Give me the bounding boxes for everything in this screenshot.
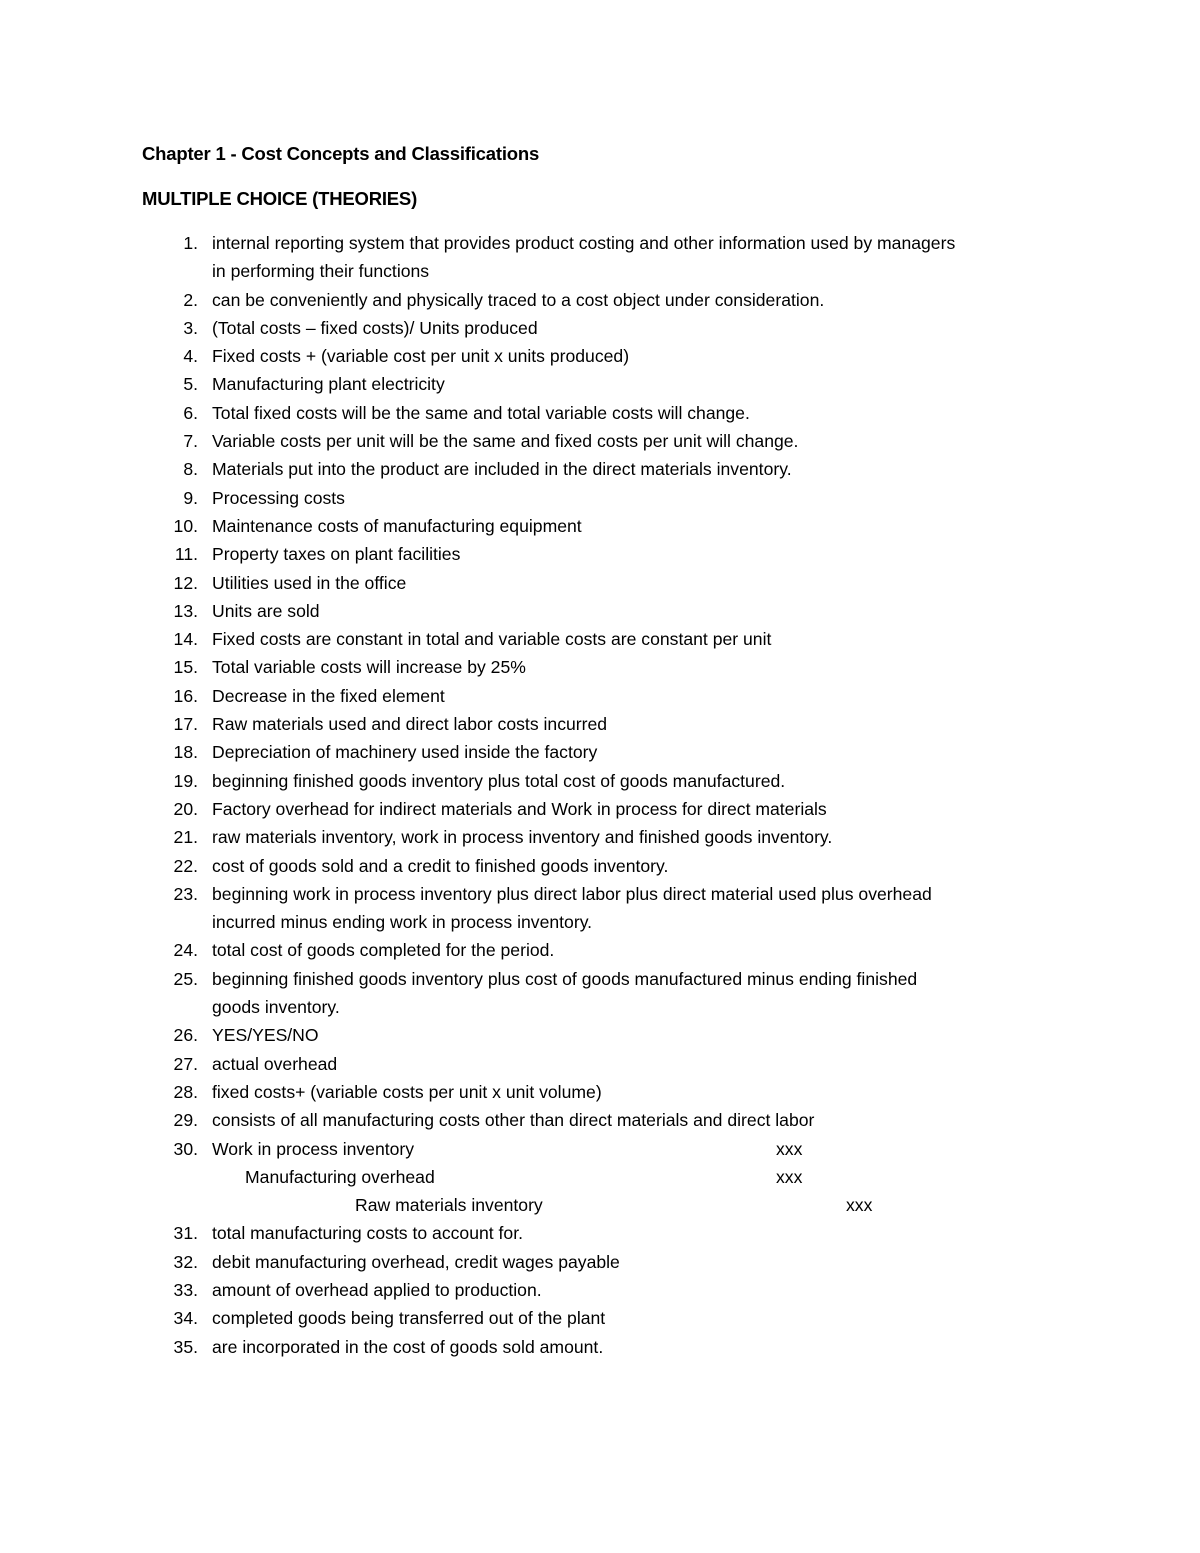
list-item xyxy=(0,625,1200,653)
list-item xyxy=(0,229,1200,286)
list-item xyxy=(0,823,1200,851)
list-item xyxy=(0,314,1200,342)
item-text: raw materials inventory, work in process inventory and finished goods inventory. xyxy=(212,827,833,848)
item-text: Processing costs xyxy=(212,487,345,508)
item-number: 21. xyxy=(173,827,198,848)
list-item xyxy=(0,880,1200,937)
item-text: completed goods being transferred out of the plant xyxy=(212,1308,606,1329)
item-number: 6. xyxy=(183,402,198,423)
item-number: 8. xyxy=(183,459,198,480)
item-number: 20. xyxy=(173,798,198,819)
item-number: 10. xyxy=(173,515,198,536)
item-text: Maintenance costs of manufacturing equipment xyxy=(212,515,582,536)
item-text: Property taxes on plant facilities xyxy=(212,544,461,565)
item-text: Decrease in the fixed element xyxy=(212,685,445,706)
item-text: internal reporting system that provides product costing and other information used by managers xyxy=(212,233,956,253)
item-number: 9. xyxy=(183,487,198,508)
list-item xyxy=(0,965,1200,1022)
item-text: cost of goods sold and a credit to finished goods inventory. xyxy=(212,855,669,876)
item-text: can be conveniently and physically traced to a cost object under consideration. xyxy=(212,289,825,310)
item-text: Raw materials used and direct labor costs incurred xyxy=(212,714,608,735)
item-number: 15. xyxy=(173,657,198,678)
item-number: 13. xyxy=(173,600,198,621)
item-number: 14. xyxy=(173,629,198,650)
item-text: debit manufacturing overhead, credit wages payable xyxy=(212,1251,620,1272)
list-item xyxy=(0,936,1200,964)
list-item xyxy=(0,427,1200,455)
list-item xyxy=(0,738,1200,766)
item-text: Total fixed costs will be the same and total variable costs will change. xyxy=(212,402,750,423)
item-text: Total variable costs will increase by 25% xyxy=(212,657,526,678)
list-item xyxy=(0,597,1200,625)
list-item xyxy=(0,569,1200,597)
item-number: 33. xyxy=(173,1279,198,1300)
item-number: 25. xyxy=(173,968,198,989)
item-number: 16. xyxy=(173,685,198,706)
item-text: Fixed costs + (variable cost per unit x units produced) xyxy=(212,346,630,367)
list-item xyxy=(0,286,1200,314)
item-number: 12. xyxy=(173,572,198,593)
list-item xyxy=(0,540,1200,568)
item-number: 30. xyxy=(173,1138,198,1159)
item-number: 19. xyxy=(173,770,198,791)
item-text: actual overhead xyxy=(212,1053,338,1074)
item-text: amount of overhead applied to production. xyxy=(212,1279,542,1300)
item-number: 2. xyxy=(183,289,198,310)
item-text: Units are sold xyxy=(212,600,320,621)
item-number: 23. xyxy=(173,883,198,904)
list-item xyxy=(0,710,1200,738)
journal-row xyxy=(0,1135,1080,1163)
list-item xyxy=(0,1333,1200,1361)
item-number: 27. xyxy=(173,1053,198,1074)
item-text: Utilities used in the office xyxy=(212,572,407,593)
item-text: beginning finished goods inventory plus cost of goods manufactured minus ending finished xyxy=(212,968,918,989)
list-item xyxy=(0,484,1200,512)
item-text: are incorporated in the cost of goods sold amount. xyxy=(212,1336,604,1357)
list-item xyxy=(0,1248,1200,1276)
list-item xyxy=(0,1078,1200,1106)
item-number: 17. xyxy=(173,714,198,735)
item-text: (Total costs – fixed costs)/ Units produced xyxy=(212,317,538,338)
item-text: total manufacturing costs to account for. xyxy=(212,1223,523,1244)
item-number: 29. xyxy=(173,1110,198,1131)
section-heading: MULTIPLE CHOICE (THEORIES) xyxy=(142,188,418,209)
list-item xyxy=(0,795,1200,823)
item-text: beginning finished goods inventory plus total cost of goods manufactured. xyxy=(212,770,786,791)
item-text: total cost of goods completed for the period. xyxy=(212,940,555,961)
chapter-title: Chapter 1 - Cost Concepts and Classifications xyxy=(142,143,540,164)
list-item xyxy=(0,1021,1200,1049)
item-text: YES/YES/NO xyxy=(212,1025,319,1046)
item-text: incurred minus ending work in process inventory. xyxy=(212,912,593,933)
journal-row xyxy=(0,1163,1080,1191)
item-number: 34. xyxy=(173,1308,198,1329)
list-item xyxy=(0,342,1200,370)
journal-credit: xxx xyxy=(846,1195,873,1216)
journal-debit: xxx xyxy=(776,1138,803,1159)
list-item xyxy=(0,1050,1200,1078)
journal-debit: xxx xyxy=(776,1166,803,1187)
item-text: beginning work in process inventory plus direct labor plus direct material used plus overhead xyxy=(212,883,932,904)
item-text: in performing their functions xyxy=(212,261,430,282)
list-item xyxy=(0,1219,1200,1247)
item-text: Factory overhead for indirect materials and Work in process for direct materials xyxy=(212,798,827,819)
list-item xyxy=(0,852,1200,880)
list-item xyxy=(0,455,1200,483)
item-number: 32. xyxy=(173,1251,198,1272)
item-text: Variable costs per unit will be the same and fixed costs per unit will change. xyxy=(212,431,799,452)
item-text: consists of all manufacturing costs other than direct materials and direct labor xyxy=(212,1110,815,1131)
item-number: 3. xyxy=(183,317,198,338)
item-text: Depreciation of machinery used inside the factory xyxy=(212,742,598,763)
question-list xyxy=(0,229,1200,1361)
item-text: Manufacturing plant electricity xyxy=(212,374,445,395)
item-number: 4. xyxy=(183,346,198,367)
journal-row xyxy=(0,1191,1080,1219)
item-number: 24. xyxy=(173,940,198,961)
list-item xyxy=(0,1276,1200,1304)
list-item xyxy=(0,653,1200,681)
journal-account: Work in process inventory xyxy=(212,1138,415,1159)
item-number: 1. xyxy=(183,233,198,253)
list-item xyxy=(0,399,1200,427)
item-number: 7. xyxy=(183,431,198,452)
item-text: Fixed costs are constant in total and variable costs are constant per unit xyxy=(212,629,772,650)
list-item xyxy=(0,682,1200,710)
list-item xyxy=(0,767,1200,795)
item-number: 31. xyxy=(173,1223,198,1244)
item-number: 35. xyxy=(173,1336,198,1357)
list-item xyxy=(0,512,1200,540)
item-text: goods inventory. xyxy=(212,997,340,1018)
journal-account: Manufacturing overhead xyxy=(245,1166,435,1187)
item-number: 11. xyxy=(174,544,198,565)
item-number: 22. xyxy=(173,855,198,876)
item-text: Materials put into the product are included in the direct materials inventory. xyxy=(212,459,792,480)
item-number: 18. xyxy=(173,742,198,763)
list-item xyxy=(0,1106,1200,1134)
item-text: fixed costs+ (variable costs per unit x unit volume) xyxy=(212,1081,602,1102)
list-item xyxy=(0,370,1200,398)
list-item xyxy=(0,1304,1200,1332)
item-number: 28. xyxy=(173,1081,198,1102)
item-number: 5. xyxy=(183,374,198,395)
journal-account: Raw materials inventory xyxy=(355,1195,543,1216)
journal-entry-item xyxy=(0,1135,1200,1220)
item-number: 26. xyxy=(173,1025,198,1046)
